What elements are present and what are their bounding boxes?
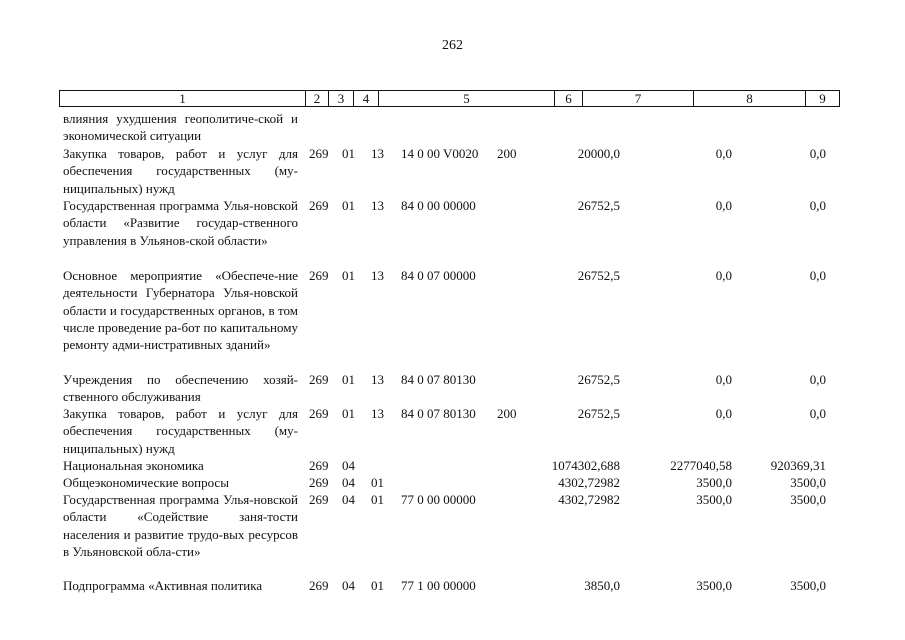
cell-csr: 84 0 00 00000	[401, 198, 476, 213]
cell-value-8: 0,0	[715, 268, 732, 283]
row-description: Закупка товаров, работ и услуг для обеспечения государственных (му-ниципальных) нужд	[63, 146, 298, 196]
header-col-9: 9	[805, 91, 839, 106]
cell-value-8: 3500,0	[696, 492, 732, 507]
cell-value-7: 1074302,688	[551, 458, 620, 473]
cell-razdel: 01	[342, 146, 355, 161]
cell-podrazdel: 01	[371, 578, 384, 593]
header-col-3: 3	[328, 91, 353, 106]
cell-csr: 77 1 00 00000	[401, 578, 476, 593]
cell-csr: 84 0 07 80130	[401, 406, 476, 421]
header-col-4: 4	[353, 91, 378, 106]
cell-razdel: 01	[342, 406, 355, 421]
cell-podrazdel: 13	[371, 372, 384, 387]
row-description: Государственная программа Улья-новской области «Развитие государ-ственного управления в Ульянов-ской области»	[63, 198, 298, 248]
cell-razdel: 04	[342, 458, 355, 473]
cell-value-7: 26752,5	[577, 406, 620, 421]
cell-value-9: 0,0	[809, 146, 826, 161]
cell-vr: 200	[497, 146, 517, 161]
cell-razdel: 01	[342, 372, 355, 387]
cell-value-9: 920369,31	[770, 458, 826, 473]
cell-vr: 200	[497, 406, 517, 421]
header-col-5: 5	[378, 91, 554, 106]
header-col-8: 8	[693, 91, 805, 106]
cell-razdel: 01	[342, 268, 355, 283]
cell-value-7: 3850,0	[584, 578, 620, 593]
cell-razdel: 01	[342, 198, 355, 213]
header-col-6: 6	[554, 91, 582, 106]
cell-ved: 269	[309, 268, 329, 283]
row-description: Подпрограмма «Активная политика	[63, 578, 263, 593]
row-description: Учреждения по обеспечению хозяй-ственного обслуживания	[63, 372, 298, 405]
header-col-2: 2	[305, 91, 328, 106]
cell-value-7: 4302,72982	[558, 492, 620, 507]
cell-value-9: 0,0	[809, 406, 826, 421]
cell-value-9: 3500,0	[790, 475, 826, 490]
row-description: влияния ухудшения геополитиче-ской и экономической ситуации	[63, 111, 298, 144]
cell-value-7: 26752,5	[577, 268, 620, 283]
cell-podrazdel: 13	[371, 406, 384, 421]
cell-value-9: 0,0	[809, 268, 826, 283]
cell-ved: 269	[309, 372, 329, 387]
cell-razdel: 04	[342, 492, 355, 507]
row-description: Закупка товаров, работ и услуг для обеспечения государственных (му-ниципальных) нужд	[63, 406, 298, 456]
cell-value-9: 0,0	[809, 198, 826, 213]
row-description: Государственная программа Улья-новской области «Содействие заня-тости населения и развитие трудо-вых ресурсов в Ульяновской обла-сти»	[63, 492, 298, 559]
cell-ved: 269	[309, 146, 329, 161]
cell-value-9: 3500,0	[790, 578, 826, 593]
cell-value-7: 4302,72982	[558, 475, 620, 490]
cell-value-7: 26752,5	[577, 372, 620, 387]
table-header	[59, 90, 840, 107]
cell-razdel: 04	[342, 475, 355, 490]
row-description: Основное мероприятие «Обеспече-ние деятельности Губернатора Улья-новской области и государственных органов, в том числе проведение ра-бот по капитальному ремонту адми-нистративных зданий»	[63, 268, 298, 353]
cell-podrazdel: 01	[371, 492, 384, 507]
cell-value-8: 2277040,58	[670, 458, 732, 473]
cell-csr: 14 0 00 V0020	[401, 146, 479, 161]
row-description: Национальная экономика	[63, 458, 204, 473]
cell-podrazdel: 01	[371, 475, 384, 490]
cell-value-7: 26752,5	[577, 198, 620, 213]
cell-podrazdel: 13	[371, 146, 384, 161]
cell-value-9: 3500,0	[790, 492, 826, 507]
header-col-7: 7	[582, 91, 693, 106]
cell-value-8: 0,0	[715, 406, 732, 421]
cell-value-8: 3500,0	[696, 475, 732, 490]
cell-value-8: 0,0	[715, 372, 732, 387]
cell-csr: 84 0 07 80130	[401, 372, 476, 387]
header-col-1: 1	[179, 91, 186, 106]
row-description: Общеэкономические вопросы	[63, 475, 229, 490]
cell-ved: 269	[309, 578, 329, 593]
cell-ved: 269	[309, 492, 329, 507]
cell-ved: 269	[309, 458, 329, 473]
cell-ved: 269	[309, 406, 329, 421]
cell-csr: 77 0 00 00000	[401, 492, 476, 507]
cell-value-7: 20000,0	[577, 146, 620, 161]
cell-csr: 84 0 07 00000	[401, 268, 476, 283]
cell-value-8: 0,0	[715, 198, 732, 213]
cell-value-8: 3500,0	[696, 578, 732, 593]
cell-podrazdel: 13	[371, 268, 384, 283]
cell-value-8: 0,0	[715, 146, 732, 161]
cell-razdel: 04	[342, 578, 355, 593]
cell-ved: 269	[309, 475, 329, 490]
page-number: 262	[442, 38, 463, 53]
cell-ved: 269	[309, 198, 329, 213]
cell-podrazdel: 13	[371, 198, 384, 213]
cell-value-9: 0,0	[809, 372, 826, 387]
